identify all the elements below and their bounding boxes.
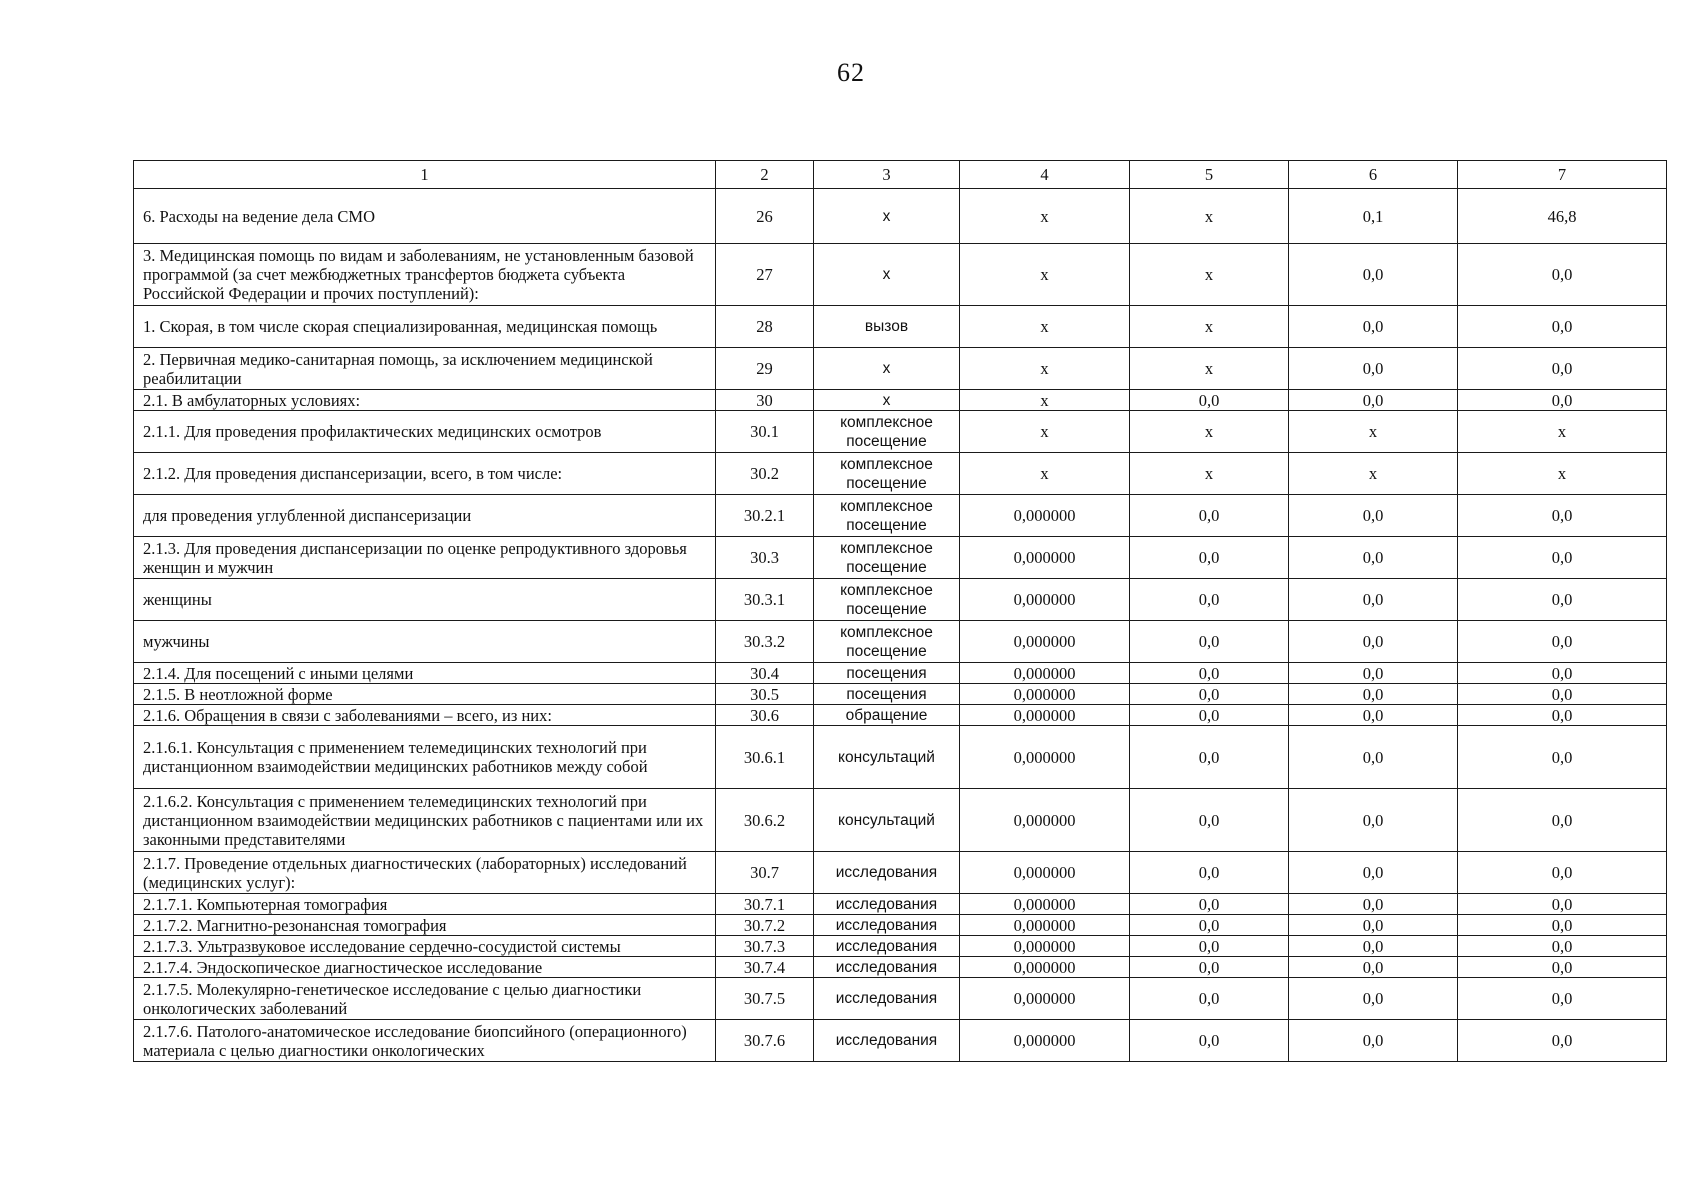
- row-value-col5-cell: 0,0: [1130, 684, 1289, 705]
- row-value-col5-cell: 0,0: [1130, 537, 1289, 579]
- row-name-cell: для проведения углубленной диспансеризации: [134, 495, 716, 537]
- row-unit-cell: х: [814, 348, 960, 390]
- row-value-col6-cell: 0,0: [1289, 663, 1458, 684]
- table-row: [134, 306, 1667, 348]
- row-unit-cell: обращение: [814, 705, 960, 726]
- row-code-cell: 30.1: [716, 411, 814, 453]
- row-unit-cell: исследования: [814, 936, 960, 957]
- row-code-cell: 30.6: [716, 705, 814, 726]
- row-code-cell: 30.7.2: [716, 915, 814, 936]
- row-value-col7-cell: 0,0: [1458, 1020, 1667, 1062]
- row-unit-cell: комплексное посещение: [814, 621, 960, 663]
- row-value-col4-cell: х: [960, 244, 1130, 306]
- row-value-col4-cell: х: [960, 411, 1130, 453]
- row-value-col4-cell: 0,000000: [960, 495, 1130, 537]
- row-value-col6-cell: 0,0: [1289, 705, 1458, 726]
- row-name-cell: 2.1.6.1. Консультация с применением телемедицинских технологий при дистанционном взаимодействии медицинских работников между собой: [134, 726, 716, 789]
- row-name-cell: 2.1.7.1. Компьютерная томография: [134, 894, 716, 915]
- row-value-col7-cell: 0,0: [1458, 684, 1667, 705]
- row-value-col5-cell: 0,0: [1130, 957, 1289, 978]
- table-row: [134, 189, 1667, 244]
- row-value-col7-cell: 0,0: [1458, 705, 1667, 726]
- row-value-col7-cell: 0,0: [1458, 537, 1667, 579]
- table-row: [134, 411, 1667, 453]
- row-code-cell: 29: [716, 348, 814, 390]
- row-value-col5-cell: 0,0: [1130, 621, 1289, 663]
- row-value-col4-cell: 0,000000: [960, 1020, 1130, 1062]
- row-unit-cell: вызов: [814, 306, 960, 348]
- row-code-cell: 30.7.3: [716, 936, 814, 957]
- table-row: [134, 579, 1667, 621]
- row-code-cell: 30.6.2: [716, 789, 814, 852]
- row-value-col7-cell: 46,8: [1458, 189, 1667, 244]
- row-unit-cell: исследования: [814, 957, 960, 978]
- row-unit-cell: посещения: [814, 684, 960, 705]
- row-value-col6-cell: х: [1289, 411, 1458, 453]
- row-value-col4-cell: 0,000000: [960, 621, 1130, 663]
- row-value-col4-cell: 0,000000: [960, 852, 1130, 894]
- row-value-col6-cell: 0,0: [1289, 306, 1458, 348]
- row-name-cell: 2.1.2. Для проведения диспансеризации, всего, в том числе:: [134, 453, 716, 495]
- row-value-col6-cell: 0,0: [1289, 684, 1458, 705]
- row-value-col5-cell: х: [1130, 411, 1289, 453]
- row-name-cell: 2.1.7.6. Патолого-анатомическое исследование биопсийного (операционного) материала с целью диагностики онкологических: [134, 1020, 716, 1062]
- row-unit-cell: исследования: [814, 1020, 960, 1062]
- row-value-col4-cell: 0,000000: [960, 936, 1130, 957]
- row-value-col7-cell: 0,0: [1458, 495, 1667, 537]
- row-value-col7-cell: 0,0: [1458, 978, 1667, 1020]
- row-value-col5-cell: х: [1130, 453, 1289, 495]
- row-name-cell: 2.1.7.2. Магнитно-резонансная томография: [134, 915, 716, 936]
- row-name-cell: мужчины: [134, 621, 716, 663]
- row-value-col6-cell: 0,0: [1289, 390, 1458, 411]
- column-number-row: [134, 161, 1667, 189]
- row-value-col4-cell: 0,000000: [960, 957, 1130, 978]
- row-name-cell: 2.1.7.5. Молекулярно-генетическое исследование с целью диагностики онкологических заболеваний: [134, 978, 716, 1020]
- row-code-cell: 30.7.1: [716, 894, 814, 915]
- table-row: [134, 390, 1667, 411]
- row-value-col5-cell: х: [1130, 306, 1289, 348]
- row-value-col6-cell: 0,0: [1289, 936, 1458, 957]
- row-name-cell: 2.1.4. Для посещений с иными целями: [134, 663, 716, 684]
- row-value-col7-cell: 0,0: [1458, 894, 1667, 915]
- row-name-cell: женщины: [134, 579, 716, 621]
- row-value-col4-cell: х: [960, 306, 1130, 348]
- column-number-cell: 3: [814, 161, 960, 189]
- row-code-cell: 26: [716, 189, 814, 244]
- row-value-col4-cell: 0,000000: [960, 684, 1130, 705]
- row-value-col4-cell: х: [960, 348, 1130, 390]
- row-value-col5-cell: 0,0: [1130, 495, 1289, 537]
- row-name-cell: 2.1.7.4. Эндоскопическое диагностическое исследование: [134, 957, 716, 978]
- row-name-cell: 2.1.7. Проведение отдельных диагностических (лабораторных) исследований (медицинских услуг):: [134, 852, 716, 894]
- row-value-col6-cell: 0,0: [1289, 915, 1458, 936]
- row-code-cell: 30.7.5: [716, 978, 814, 1020]
- row-value-col4-cell: 0,000000: [960, 537, 1130, 579]
- row-unit-cell: комплексное посещение: [814, 453, 960, 495]
- row-value-col5-cell: 0,0: [1130, 663, 1289, 684]
- row-unit-cell: исследования: [814, 852, 960, 894]
- row-value-col6-cell: 0,0: [1289, 894, 1458, 915]
- row-name-cell: 2.1.6. Обращения в связи с заболеваниями – всего, из них:: [134, 705, 716, 726]
- row-value-col7-cell: 0,0: [1458, 306, 1667, 348]
- row-unit-cell: консультаций: [814, 726, 960, 789]
- row-code-cell: 30.6.1: [716, 726, 814, 789]
- row-unit-cell: х: [814, 244, 960, 306]
- row-unit-cell: комплексное посещение: [814, 495, 960, 537]
- table-row: [134, 705, 1667, 726]
- row-unit-cell: комплексное посещение: [814, 579, 960, 621]
- row-value-col7-cell: 0,0: [1458, 789, 1667, 852]
- row-value-col5-cell: 0,0: [1130, 726, 1289, 789]
- table-body: [134, 161, 1667, 1062]
- row-value-col5-cell: 0,0: [1130, 1020, 1289, 1062]
- column-number-cell: 5: [1130, 161, 1289, 189]
- row-unit-cell: консультаций: [814, 789, 960, 852]
- table-row: [134, 537, 1667, 579]
- row-unit-cell: комплексное посещение: [814, 537, 960, 579]
- row-value-col5-cell: х: [1130, 189, 1289, 244]
- row-value-col6-cell: 0,0: [1289, 348, 1458, 390]
- row-value-col6-cell: 0,0: [1289, 978, 1458, 1020]
- row-value-col7-cell: 0,0: [1458, 348, 1667, 390]
- column-number-cell: 1: [134, 161, 716, 189]
- table-row: [134, 726, 1667, 789]
- row-code-cell: 30.5: [716, 684, 814, 705]
- row-value-col6-cell: 0,0: [1289, 579, 1458, 621]
- row-value-col4-cell: 0,000000: [960, 978, 1130, 1020]
- row-value-col4-cell: 0,000000: [960, 726, 1130, 789]
- row-unit-cell: исследования: [814, 915, 960, 936]
- table-row: [134, 348, 1667, 390]
- row-value-col4-cell: х: [960, 390, 1130, 411]
- row-value-col5-cell: 0,0: [1130, 915, 1289, 936]
- page-number: 62: [837, 58, 865, 87]
- row-name-cell: 1. Скорая, в том числе скорая специализированная, медицинская помощь: [134, 306, 716, 348]
- row-value-col6-cell: 0,0: [1289, 244, 1458, 306]
- table-row: [134, 936, 1667, 957]
- row-unit-cell: комплексное посещение: [814, 411, 960, 453]
- row-value-col6-cell: 0,0: [1289, 852, 1458, 894]
- row-code-cell: 30.7.4: [716, 957, 814, 978]
- table-row: [134, 453, 1667, 495]
- row-value-col5-cell: 0,0: [1130, 978, 1289, 1020]
- column-number-cell: 6: [1289, 161, 1458, 189]
- row-name-cell: 2.1. В амбулаторных условиях:: [134, 390, 716, 411]
- table-row: [134, 663, 1667, 684]
- row-value-col6-cell: 0,1: [1289, 189, 1458, 244]
- table-row: [134, 684, 1667, 705]
- row-name-cell: 2.1.5. В неотложной форме: [134, 684, 716, 705]
- table-row: [134, 915, 1667, 936]
- row-value-col7-cell: 0,0: [1458, 726, 1667, 789]
- row-unit-cell: исследования: [814, 894, 960, 915]
- row-value-col4-cell: 0,000000: [960, 579, 1130, 621]
- row-value-col6-cell: 0,0: [1289, 789, 1458, 852]
- row-value-col7-cell: 0,0: [1458, 936, 1667, 957]
- row-value-col5-cell: 0,0: [1130, 936, 1289, 957]
- table-row: [134, 789, 1667, 852]
- row-value-col5-cell: 0,0: [1130, 705, 1289, 726]
- row-name-cell: 2.1.7.3. Ультразвуковое исследование сердечно-сосудистой системы: [134, 936, 716, 957]
- row-code-cell: 30.3.2: [716, 621, 814, 663]
- table-row: [134, 978, 1667, 1020]
- row-name-cell: 3. Медицинская помощь по видам и заболеваниям, не установленным базовой программой (за счет межбюджетных трансфертов бюджета субъекта Российской Федерации и прочих поступлений):: [134, 244, 716, 306]
- row-value-col4-cell: 0,000000: [960, 663, 1130, 684]
- row-name-cell: 2.1.6.2. Консультация с применением телемедицинских технологий при дистанционном взаимодействии медицинских работников с пациентами или их законными представителями: [134, 789, 716, 852]
- row-code-cell: 30.2.1: [716, 495, 814, 537]
- row-value-col7-cell: х: [1458, 453, 1667, 495]
- row-value-col4-cell: 0,000000: [960, 894, 1130, 915]
- row-code-cell: 30.3.1: [716, 579, 814, 621]
- table-row: [134, 1020, 1667, 1062]
- row-value-col6-cell: 0,0: [1289, 621, 1458, 663]
- row-value-col7-cell: 0,0: [1458, 244, 1667, 306]
- row-value-col6-cell: х: [1289, 453, 1458, 495]
- row-value-col6-cell: 0,0: [1289, 537, 1458, 579]
- row-value-col6-cell: 0,0: [1289, 495, 1458, 537]
- row-value-col5-cell: 0,0: [1130, 852, 1289, 894]
- column-number-cell: 7: [1458, 161, 1667, 189]
- row-value-col5-cell: 0,0: [1130, 390, 1289, 411]
- row-value-col4-cell: 0,000000: [960, 915, 1130, 936]
- row-value-col4-cell: х: [960, 453, 1130, 495]
- row-name-cell: 2. Первичная медико-санитарная помощь, за исключением медицинской реабилитации: [134, 348, 716, 390]
- row-code-cell: 27: [716, 244, 814, 306]
- row-value-col4-cell: х: [960, 189, 1130, 244]
- row-unit-cell: посещения: [814, 663, 960, 684]
- column-number-cell: 2: [716, 161, 814, 189]
- table-row: [134, 621, 1667, 663]
- row-value-col6-cell: 0,0: [1289, 726, 1458, 789]
- row-value-col7-cell: 0,0: [1458, 390, 1667, 411]
- row-name-cell: 2.1.1. Для проведения профилактических медицинских осмотров: [134, 411, 716, 453]
- row-value-col6-cell: 0,0: [1289, 957, 1458, 978]
- row-name-cell: 2.1.3. Для проведения диспансеризации по оценке репродуктивного здоровья женщин и мужчин: [134, 537, 716, 579]
- row-value-col4-cell: 0,000000: [960, 789, 1130, 852]
- row-name-cell: 6. Расходы на ведение дела СМО: [134, 189, 716, 244]
- row-value-col5-cell: 0,0: [1130, 894, 1289, 915]
- table-row: [134, 957, 1667, 978]
- table-row: [134, 852, 1667, 894]
- row-code-cell: 30.2: [716, 453, 814, 495]
- row-code-cell: 30.7.6: [716, 1020, 814, 1062]
- row-value-col7-cell: 0,0: [1458, 579, 1667, 621]
- row-value-col4-cell: 0,000000: [960, 705, 1130, 726]
- row-value-col5-cell: х: [1130, 348, 1289, 390]
- data-table: [133, 160, 1667, 1062]
- row-value-col5-cell: 0,0: [1130, 789, 1289, 852]
- row-value-col5-cell: х: [1130, 244, 1289, 306]
- row-value-col7-cell: 0,0: [1458, 663, 1667, 684]
- row-value-col5-cell: 0,0: [1130, 579, 1289, 621]
- row-value-col7-cell: 0,0: [1458, 915, 1667, 936]
- row-unit-cell: х: [814, 390, 960, 411]
- row-value-col7-cell: 0,0: [1458, 621, 1667, 663]
- row-value-col7-cell: 0,0: [1458, 957, 1667, 978]
- row-value-col6-cell: 0,0: [1289, 1020, 1458, 1062]
- row-unit-cell: исследования: [814, 978, 960, 1020]
- row-code-cell: 30.7: [716, 852, 814, 894]
- row-value-col7-cell: х: [1458, 411, 1667, 453]
- row-unit-cell: х: [814, 189, 960, 244]
- row-code-cell: 30.3: [716, 537, 814, 579]
- row-value-col7-cell: 0,0: [1458, 852, 1667, 894]
- column-number-cell: 4: [960, 161, 1130, 189]
- table-row: [134, 495, 1667, 537]
- table-row: [134, 894, 1667, 915]
- row-code-cell: 28: [716, 306, 814, 348]
- row-code-cell: 30: [716, 390, 814, 411]
- row-code-cell: 30.4: [716, 663, 814, 684]
- table-row: [134, 244, 1667, 306]
